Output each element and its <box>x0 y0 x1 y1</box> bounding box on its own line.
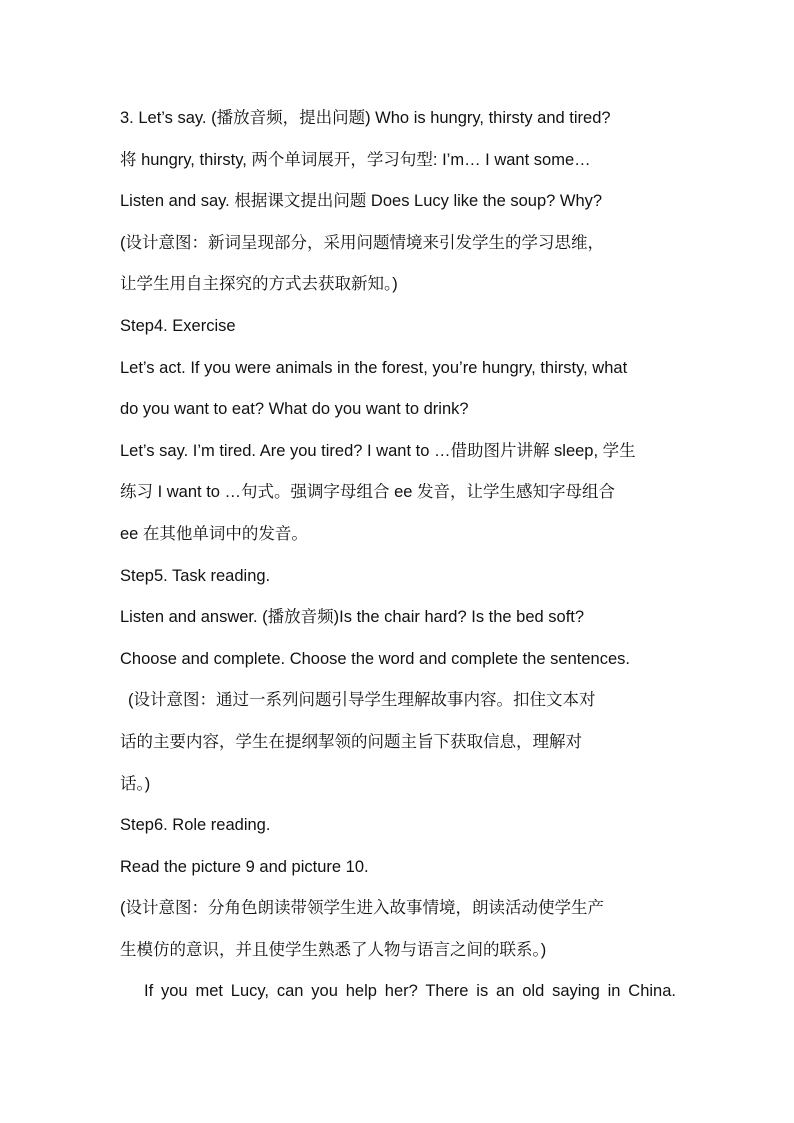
text-line: 将 hungry, thirsty, 两个单词展开，学习句型: I’m… I want some… <box>120 150 591 169</box>
text-line: Listen and say. 根据课文提出问题 Does Lucy like the soup? Why? <box>120 192 603 211</box>
text-line: Let’s say. I’m tired. Are you tired? I want to …借助图片讲解 sleep, 学生 <box>120 441 636 460</box>
text-line: Listen and answer. (播放音频)Is the chair hard? Is the bed soft? <box>120 608 585 627</box>
step-heading: Step6. Role reading. <box>120 816 271 835</box>
step-heading: Step4. Exercise <box>120 316 236 335</box>
design-intent-line: 让学生用自主探究的方式去获取新知。) <box>120 275 398 294</box>
design-intent-line: (设计意图：分角色朗读带领学生进入故事情境，朗读活动使学生产 <box>120 899 604 918</box>
text-line: 练习 I want to …句式。强调字母组合 ee 发音，让学生感知字母组合 <box>120 483 616 502</box>
design-intent-line: (设计意图：通过一系列问题引导学生理解故事内容。扣住文本对 <box>128 691 596 710</box>
document-body <box>120 98 676 1013</box>
design-intent-line: (设计意图：新词呈现部分，采用问题情境来引发学生的学习思维， <box>120 233 604 252</box>
text-line: If you met Lucy, can you help her? There is an old saying in China. <box>144 982 676 1001</box>
step-heading: Step5. Task reading. <box>120 566 271 585</box>
design-intent-line: 话。) <box>120 774 151 793</box>
design-intent-line: 生模仿的意识，并且使学生熟悉了人物与语言之间的联系。) <box>120 940 547 959</box>
text-line: ee 在其他单词中的发音。 <box>120 524 308 543</box>
text-line: Let’s act. If you were animals in the forest, you’re hungry, thirsty, what <box>120 358 628 377</box>
text-line: Choose and complete. Choose the word and complete the sentences. <box>120 649 630 668</box>
text-line: 3. Let’s say. (播放音频，提出问题) Who is hungry, thirsty and tired? <box>120 109 611 127</box>
design-intent-line: 话的主要内容，学生在提纲挈领的问题主旨下获取信息，理解对 <box>120 732 582 751</box>
text-line: do you want to eat? What do you want to drink? <box>120 400 469 419</box>
text-line: Read the picture 9 and picture 10. <box>120 857 369 876</box>
